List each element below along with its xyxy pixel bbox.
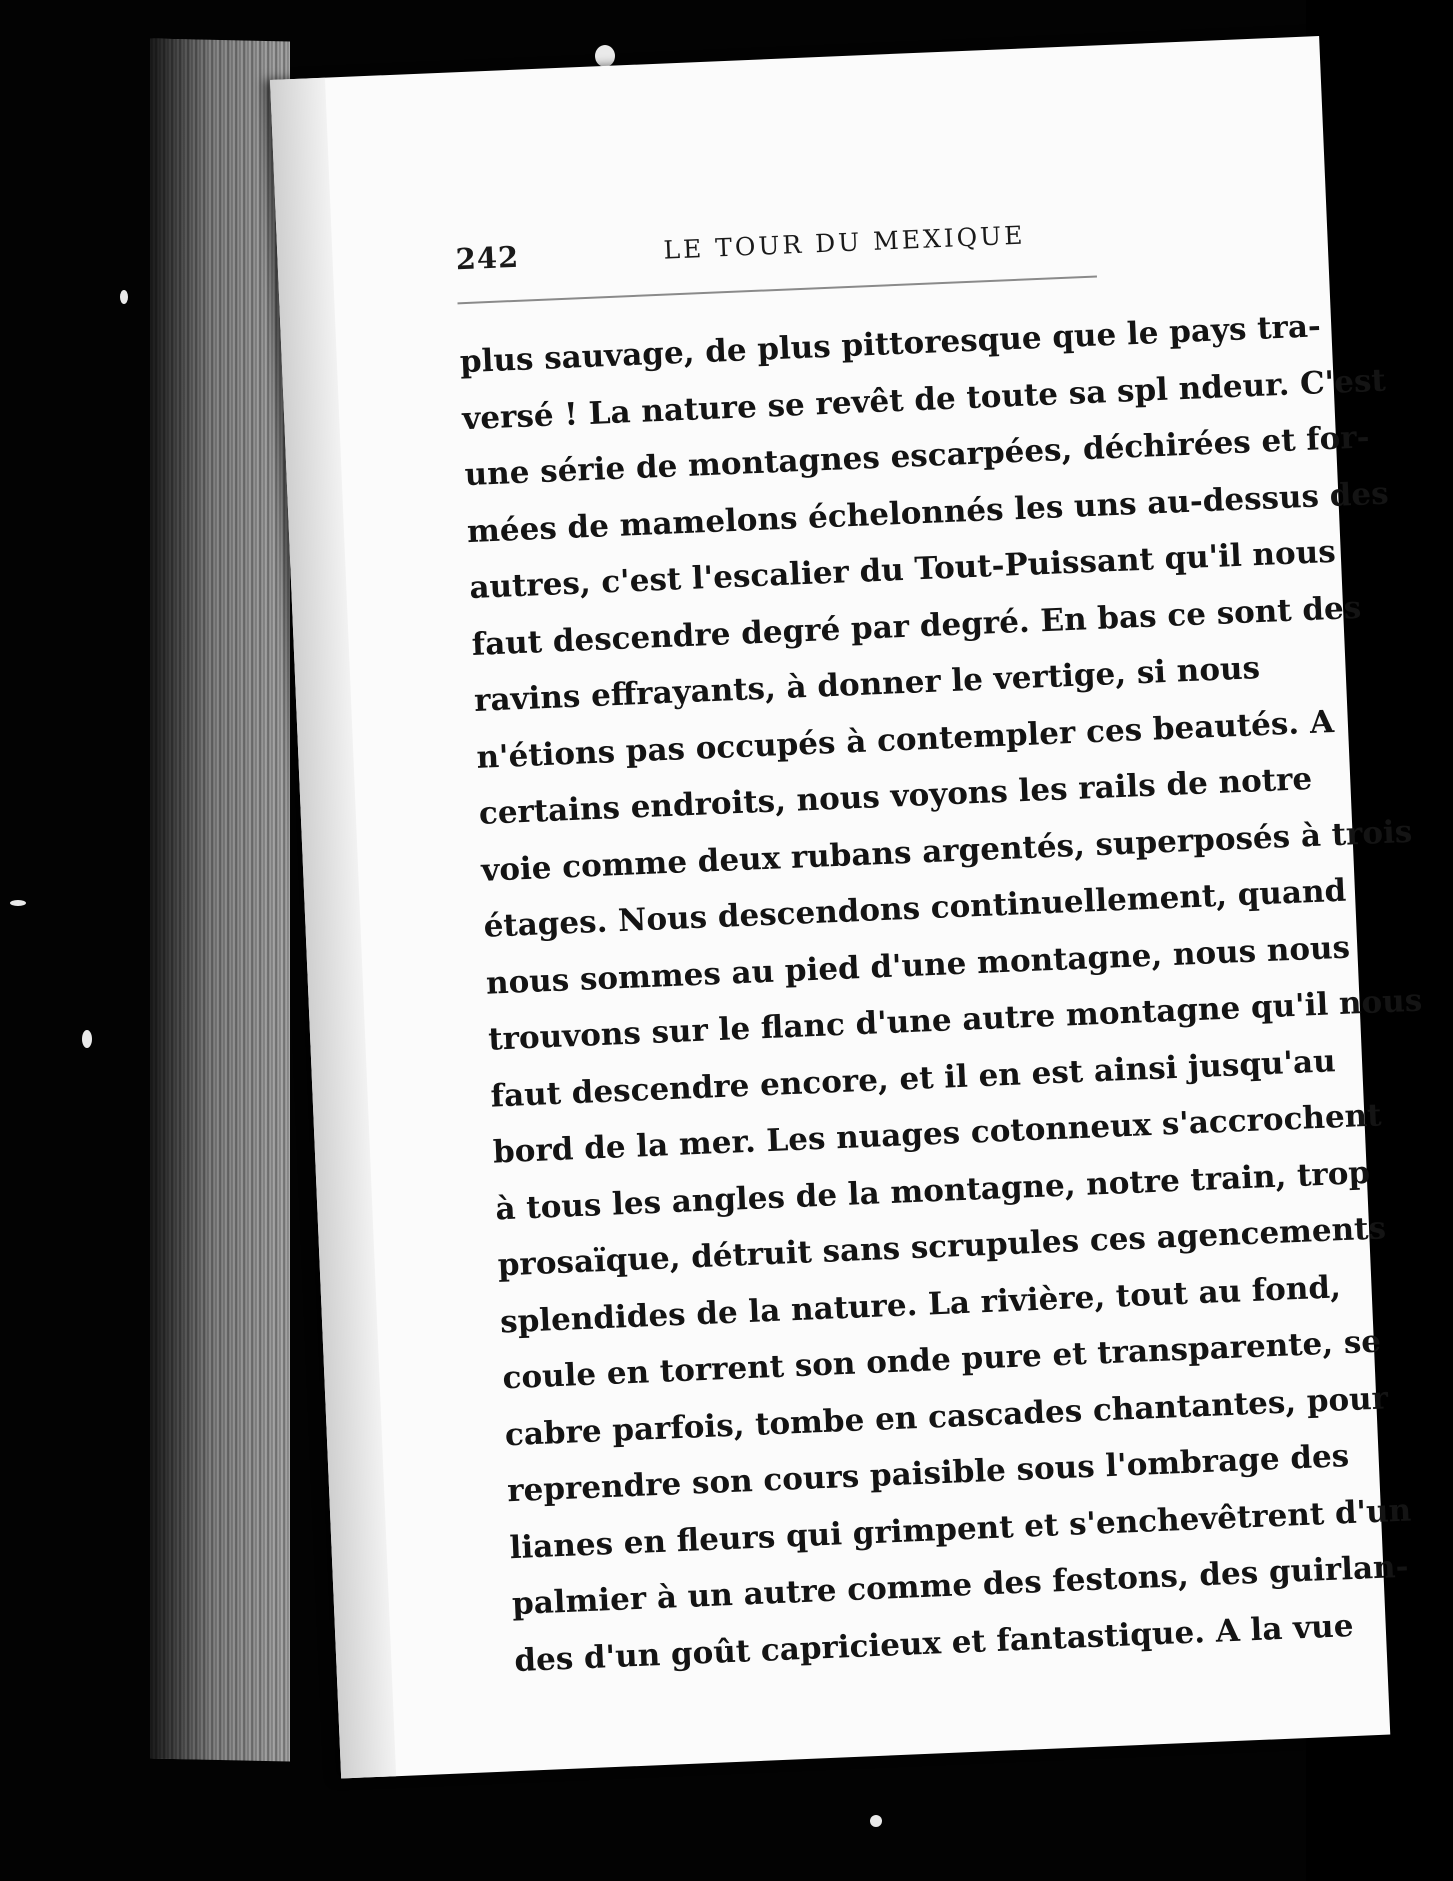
text-line: autres, c'est l'escalier du Tout-Puissant qu'il nous — [468, 533, 1337, 607]
text-line: à tous les angles de la montagne, notre train, trop — [494, 1154, 1371, 1228]
book-page — [270, 36, 1423, 1778]
text-line: palmier à un autre comme des festons, des guirlan- — [511, 1548, 1410, 1623]
header-rule — [457, 276, 1097, 305]
speck — [10, 900, 26, 906]
text-line: lianes en fleurs qui grimpent et s'enchevêtrent d'un — [508, 1491, 1412, 1566]
text-line: prosaïque, détruit sans scrupules ces agencements — [497, 1210, 1387, 1284]
text-line: certains endroits, nous voyons les rails de notre — [478, 760, 1313, 832]
text-line: bord de la mer. Les nuages cotonneux s'accrochent — [492, 1097, 1383, 1171]
text-line: n'étions pas occupés à contempler ces beautés. A — [475, 703, 1335, 776]
text-line: reprendre son cours paisible sous l'ombrage des — [506, 1438, 1350, 1510]
text-line: versé ! La nature se revêt de toute sa spl ndeur. C'est — [461, 362, 1387, 437]
speck — [870, 1815, 882, 1827]
text-line: cabre parfois, tombe en cascades chantantes, pour — [504, 1379, 1389, 1453]
text-line: des d'un goût capricieux et fantastique. A la vue — [513, 1607, 1355, 1679]
speck — [120, 290, 128, 304]
text-line: nous sommes au pied d'une montagne, nous nous — [485, 929, 1351, 1002]
text-line: coule en torrent son onde pure et transparente, se — [501, 1323, 1382, 1397]
running-title: LE TOUR DU MEXIQUE — [662, 220, 1026, 265]
text-line: ravins effrayants, à donner le vertige, si nous — [473, 650, 1261, 719]
text-line: faut descendre encore, et il en est ainsi jusqu'au — [489, 1042, 1337, 1115]
speck — [82, 1030, 92, 1048]
text-line: plus sauvage, de plus pittoresque que le pays tra- — [459, 308, 1322, 381]
body-text — [459, 303, 1423, 1689]
text-line: mées de mamelons échelonnés les uns au-dessus des — [466, 475, 1390, 550]
text-line: trouvons sur le flanc d'une autre montagne qu'il nous — [487, 982, 1423, 1058]
text-line: faut descendre degré par degré. En bas ce sont des — [471, 589, 1362, 663]
speck — [595, 45, 615, 67]
page-edges-shadow — [150, 39, 290, 1762]
text-line: étages. Nous descendons continuellement, quand — [482, 872, 1347, 945]
running-head — [454, 212, 1174, 277]
text-line: une série de montagnes escarpées, déchirées et for- — [463, 419, 1371, 494]
text-line: splendides de la nature. La rivière, tout au fond, — [499, 1268, 1342, 1340]
page-number: 242 — [454, 239, 520, 277]
text-line: voie comme deux rubans argentés, superposés à trois — [480, 813, 1413, 889]
